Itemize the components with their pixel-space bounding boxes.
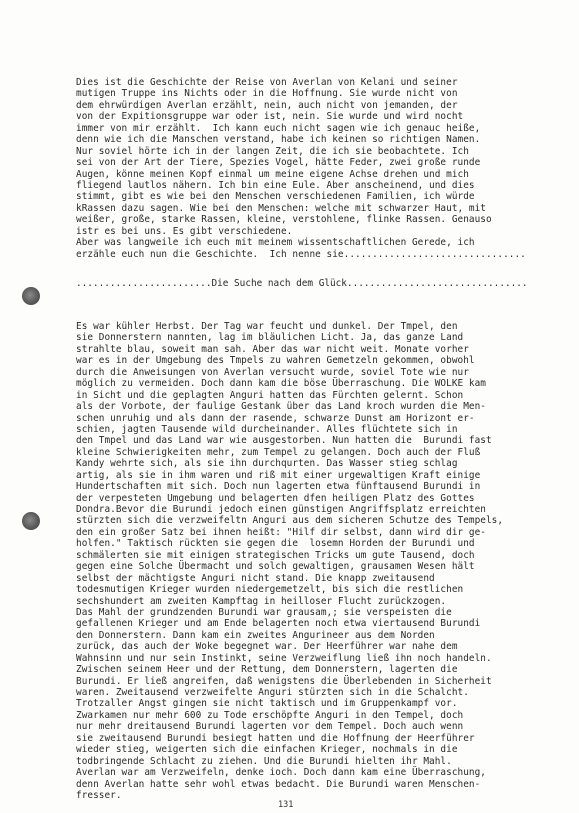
- story-line: Zwarkamen nur mehr 600 zu Tode erschöpfte Anguri in den Tempel, doch: [76, 709, 464, 721]
- intro-line: erzähle euch nun die Geschichte. Ich nenne sie................................: [76, 248, 526, 260]
- page-number: 131: [278, 800, 294, 810]
- intro-line: mutigen Truppe ins Nichts oder in die Hoffnung. Sie wurde nicht von: [76, 88, 458, 100]
- story-line: der verpesteten Umgebung und belagerten dfen heiligen Platz des Gottes: [76, 492, 475, 504]
- story-line: Averlan war am Verzweifeln, denke ioch. Doch dann kam eine Überraschung,: [76, 767, 486, 779]
- story-line: kleine Schwierigkeiten mehr, zum Tempel zu gelangen. Doch auch der Fluß: [76, 446, 481, 458]
- intro-line: immer von mir erzählt. Ich kann euch nicht sagen wie ich genauc heiße,: [76, 122, 481, 134]
- intro-line: istr es bei uns. Es gibt verschiedene.: [76, 225, 293, 237]
- story-line: den Tmpel und das Land war wie ausgestorben. Nun hatten die Burundi fast: [76, 435, 492, 447]
- intro-line: von der Expitionsgruppe war oder ist, nein. Sie wurde und wird nocht: [76, 111, 464, 123]
- punch-hole-bottom: [22, 512, 40, 530]
- punch-hole-top: [22, 287, 40, 305]
- intro-line: fliegend lautlos nähern. Ich bin eine Eule. Aber anscheinend, und dies: [76, 179, 475, 191]
- story-line: Hundertschaften mit sich. Doch nun lagerten etwa fünftausend Burundi in: [76, 481, 481, 493]
- story-line: Dondra.Bevor die Burundi jedoch einen günstigen Angriffsplatz erreichten: [76, 504, 486, 515]
- story-paragraph: [76, 321, 560, 801]
- story-line: holfen." Taktisch rückten sie gegen die losemn Horden der Burundi und: [76, 538, 475, 550]
- intro-line: Aber was langweile ich euch mit meinem wissentschaftlichen Gerede, ich: [76, 237, 475, 249]
- story-line: zurück, das auch der Woke begegnet war. Der Heerführer war nahe dem: [76, 641, 458, 653]
- story-line: schen unruhig und als dann der rasende, schwarze Dunst am Horizont er-: [76, 412, 475, 424]
- story-line: durch die Anweisungen von Averlan versucht wurde, soviel Tote wie nur: [76, 366, 469, 378]
- story-line: nur mehr dreitausend Burundi lagerten vor dem Tempel. Doch auch wenn: [76, 721, 464, 733]
- story-line: sie zweitausend Burundi besiegt hatten und die Hoffnung der Heerführer: [76, 732, 475, 744]
- story-line: sechshundert am zweiten Kampftag in heilloser Flucht zurückzogen.: [76, 595, 447, 607]
- story-line: denn Averlan hatte sehr wohl etwas bedacht. Die Burundi waren Menschen-: [76, 778, 481, 790]
- story-line: artig, als sie in ihm waren und riß mit einer urgewaltigen Kraft einige: [76, 469, 481, 481]
- story-line: schien, jagten Tausende wild durcheinander. Alles flüchtete sich in: [76, 423, 458, 435]
- story-line: wieder stieg, weigerten sich die einfachen Krieger, nochmals in die: [76, 744, 458, 756]
- story-line: gefallenen Krieger und am Ende belagerten noch etwa viertausend Burundi: [76, 618, 481, 630]
- intro-line: weißer, große, starke Rassen, kleine, verstohlene, flinke Rassen. Genauso: [76, 214, 492, 226]
- story-line: Zwischen seinem Heer und der Rettung, dem Donnerstern, lagerten die: [76, 664, 458, 676]
- story-line: Es war kühler Herbst. Der Tag war feucht und dunkel. Der Tmpel, den: [76, 321, 458, 332]
- story-line: fresser.: [76, 789, 122, 801]
- intro-line: stimmt, gibt es wie bei den Menschen verschiedenen Familien, ich würde: [76, 191, 475, 203]
- intro-line: denn wie ich die Manschen verstand, habe ich keinen so richtigen Namen.: [76, 134, 481, 146]
- story-line: Trotzaller Angst gingen sie nicht taktisch und im Gruppenkampf vor.: [76, 698, 458, 710]
- story-line: Burundi. Er ließ angreifen, daß wenigstens die Überlebenden in Sicherheit: [76, 675, 492, 687]
- intro-line: Dies ist die Geschichte der Reise von Averlan von Kelani und seiner: [76, 77, 458, 88]
- story-line: war es in der Umgebung des Tmpels zu wahren Gemetzeln gekommen, obwohl: [76, 355, 475, 367]
- story-line: Das Mahl der grundzenden Burundi war grausam,; sie verspeisten die: [76, 606, 452, 618]
- story-line: selbst der mächtigste Anguri nicht stand. Die knapp zweitausend: [76, 572, 435, 584]
- story-line: Kandy wehrte sich, als sie ihn durchqurten. Das Wasser stieg schlag: [76, 458, 458, 470]
- story-line: todbringende Schlacht zu ziehen. Und die Burundi hielten ihr Mahl.: [76, 755, 452, 767]
- intro-line: Nur soviel hörte ich in der langen Zeit, die ich sie beobachtete. Ich: [76, 145, 469, 157]
- intro-line: Augen, könne meinen Kopf einmal um meine eigene Achse drehen und mich: [76, 168, 469, 180]
- story-line: sie Donnerstern nannten, lag im bläulichen Licht. Ja, das ganze Land: [76, 332, 464, 344]
- story-line: waren. Zweitausend verzweifelte Anguri stürzten sich in die Schalcht.: [76, 687, 469, 698]
- story-line: Wahnsinn und nur sein Instinkt, seine Verzweiflung ließ ihn noch handeln.: [76, 652, 492, 664]
- story-line: todesmutigen Krieger wurden niedergemetzelt, bis sich die restlichen: [76, 584, 464, 596]
- intro-paragraph: [76, 77, 560, 260]
- intro-line: sei von der Art der Tiere, Spezies Vogel, hätte Feder, zwei große runde: [76, 157, 481, 169]
- intro-line: kRassen dazu sagen. Wie bei den Menschen: welche mit schwarzer Haut, mit: [76, 202, 486, 214]
- story-line: als der Vorbote, der faulige Gestank über das Land kroch wurden die Men-: [76, 401, 486, 413]
- story-line: in Sicht und die geplagten Anguri hatten das Fürchten gelernt. Schon: [76, 389, 464, 401]
- story-line: strahlte blau, soweit man sah. Aber das war nicht weit. Monate vorher: [76, 343, 469, 355]
- story-line: den ein großer Satz bei ihnen heißt: "Hilf dir selbst, dann wird dir ge-: [76, 526, 486, 538]
- story-line: gegen eine Solche Übermacht und solch gewaltigen, grausamen Wesen hält: [76, 561, 475, 573]
- story-line: möglich zu vermeiden. Doch dann kam die böse Überraschung. Die WOLKE kam: [76, 378, 486, 390]
- story-line: stürzten sich die verzweifeltn Anguri aus dem sicheren Schutze des Tempels,: [76, 515, 504, 527]
- intro-line: dem ehrwürdigen Averlan erzählt, nein, auch nicht von jemanden, der: [76, 99, 458, 111]
- chapter-heading: ........................Die Suche nach dem Glück................................: [76, 278, 528, 289]
- story-line: den Donnerstern. Dann kam ein zweites Angurineer aus dem Norden: [76, 629, 435, 641]
- story-line: schmälerten sie mit einigen strategischen Tricks um gute Tausend, doch: [76, 549, 475, 561]
